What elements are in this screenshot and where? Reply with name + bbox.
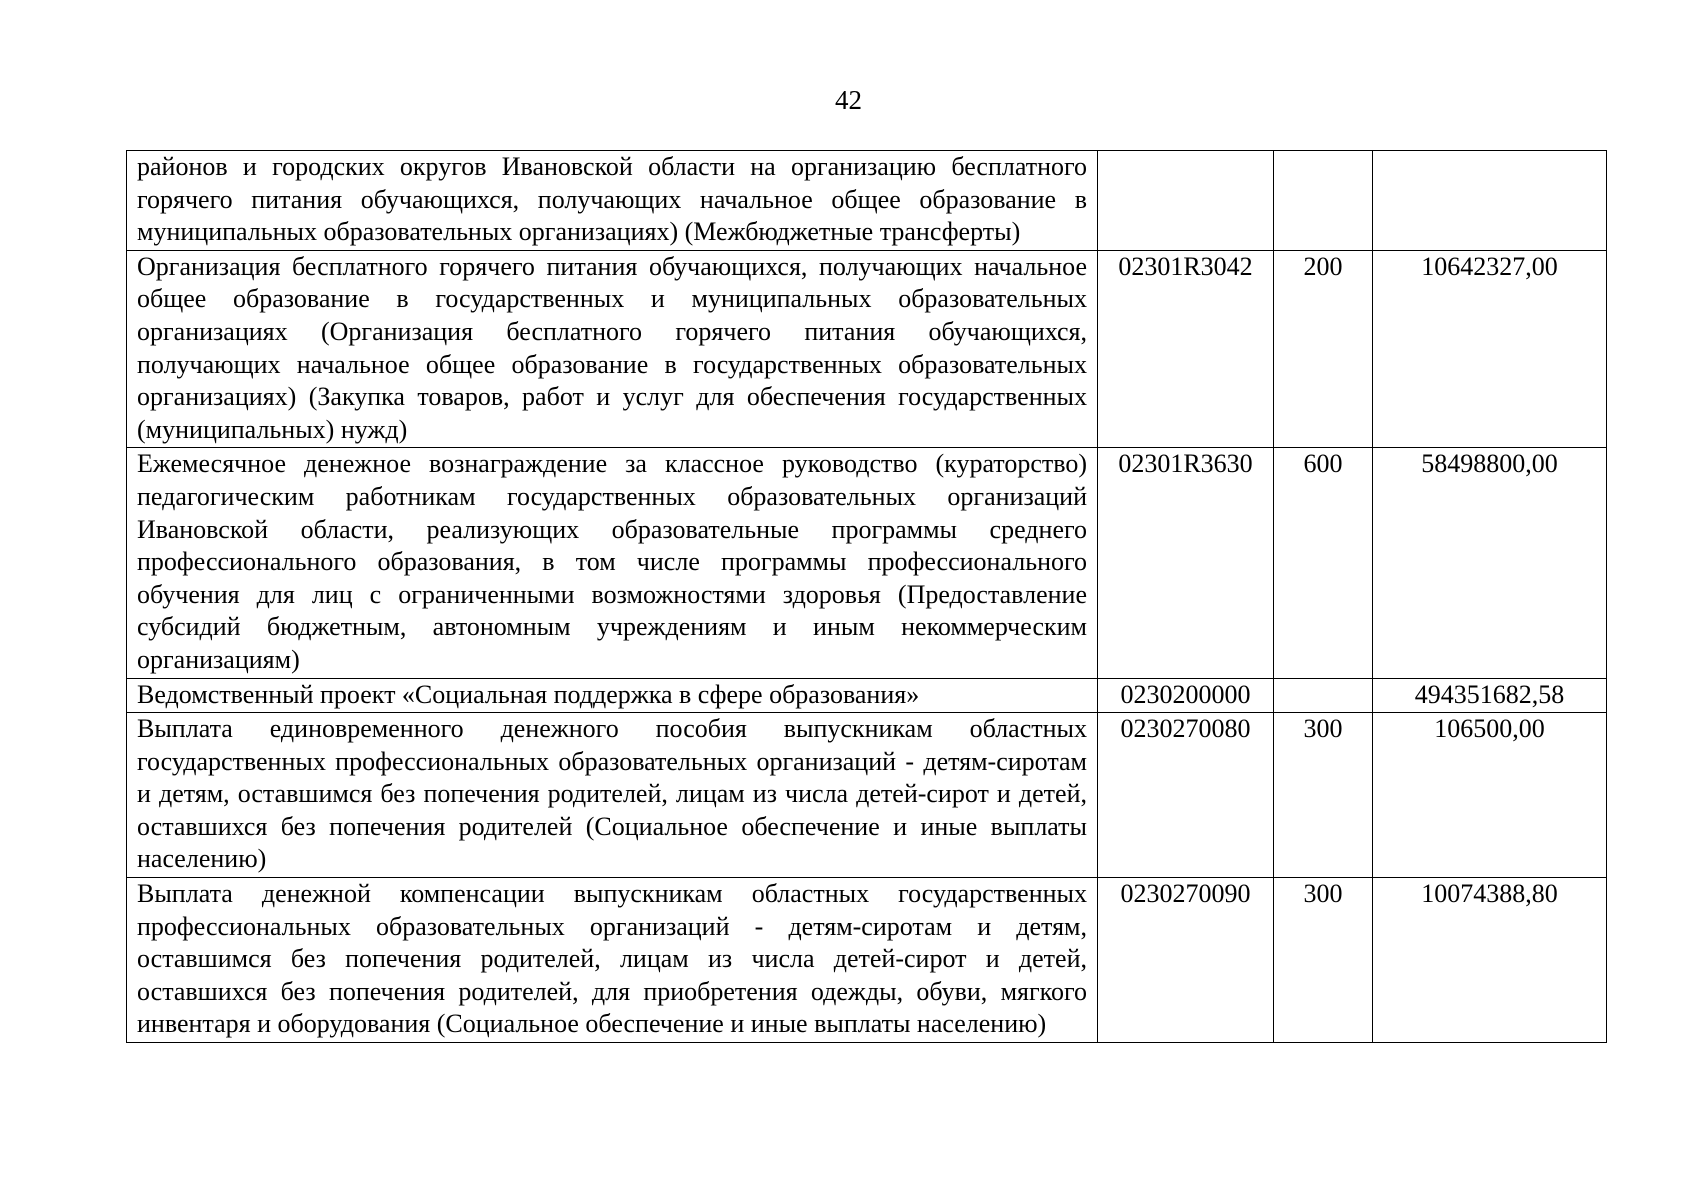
row-description: Выплата единовременного денежного пособия выпускникам областных государственных профессиональных образовательных организаций - детям-сиротам и детям, оставшимся без попечения родителей, лицам из числа детей-сирот и детей, оставшихся без попечения родителей (Социальное обеспечение и иные выплаты населению)	[127, 713, 1098, 878]
table-row	[127, 678, 1607, 713]
row-amount: 58498800,00	[1373, 448, 1607, 678]
row-target-code: 0230270090	[1098, 878, 1274, 1043]
row-target-code	[1098, 151, 1274, 251]
row-description: Ежемесячное денежное вознаграждение за классное руководство (кураторство) педагогическим работникам государственных образовательных организаций Ивановской области, реализующих образовательные программы среднего профессионального образования, в том числе программы профессионального обучения для лиц с ограниченными возможностями здоровья (Предоставление субсидий бюджетным, автономным учреждениям и иным некоммерческим организациям)	[127, 448, 1098, 678]
row-expense-type: 300	[1274, 878, 1373, 1043]
row-target-code: 0230200000	[1098, 678, 1274, 713]
row-amount: 10642327,00	[1373, 250, 1607, 448]
table-row	[127, 878, 1607, 1043]
table-row	[127, 250, 1607, 448]
row-amount: 494351682,58	[1373, 678, 1607, 713]
row-target-code: 02301R3042	[1098, 250, 1274, 448]
row-expense-type: 200	[1274, 250, 1373, 448]
row-description: Организация бесплатного горячего питания обучающихся, получающих начальное общее образование в государственных и муниципальных образовательных организациях (Организация бесплатного горячего питания обучающихся, получающих начальное общее образование в государственных образовательных организациях) (Закупка товаров, работ и услуг для обеспечения государственных (муниципальных) нужд)	[127, 250, 1098, 448]
row-amount: 106500,00	[1373, 713, 1607, 878]
row-expense-type	[1274, 678, 1373, 713]
row-description: районов и городских округов Ивановской области на организацию бесплатного горячего питания обучающихся, получающих начальное общее образование в муниципальных образовательных организациях) (Межбюджетные трансферты)	[127, 151, 1098, 251]
table-row	[127, 713, 1607, 878]
row-target-code: 02301R3630	[1098, 448, 1274, 678]
budget-table	[126, 150, 1607, 1043]
row-expense-type: 600	[1274, 448, 1373, 678]
row-description: Ведомственный проект «Социальная поддержка в сфере образования»	[127, 678, 1098, 713]
row-target-code: 0230270080	[1098, 713, 1274, 878]
row-description: Выплата денежной компенсации выпускникам областных государственных профессиональных образовательных организаций - детям-сиротам и детям, оставшимся без попечения родителей, лицам из числа детей-сирот и детей, оставшихся без попечения родителей, для приобретения одежды, обуви, мягкого инвентаря и оборудования (Социальное обеспечение и иные выплаты населению)	[127, 878, 1098, 1043]
row-amount: 10074388,80	[1373, 878, 1607, 1043]
row-amount	[1373, 151, 1607, 251]
table-row	[127, 151, 1607, 251]
row-expense-type	[1274, 151, 1373, 251]
table-row	[127, 448, 1607, 678]
page-number: 42	[835, 85, 862, 115]
row-expense-type: 300	[1274, 713, 1373, 878]
